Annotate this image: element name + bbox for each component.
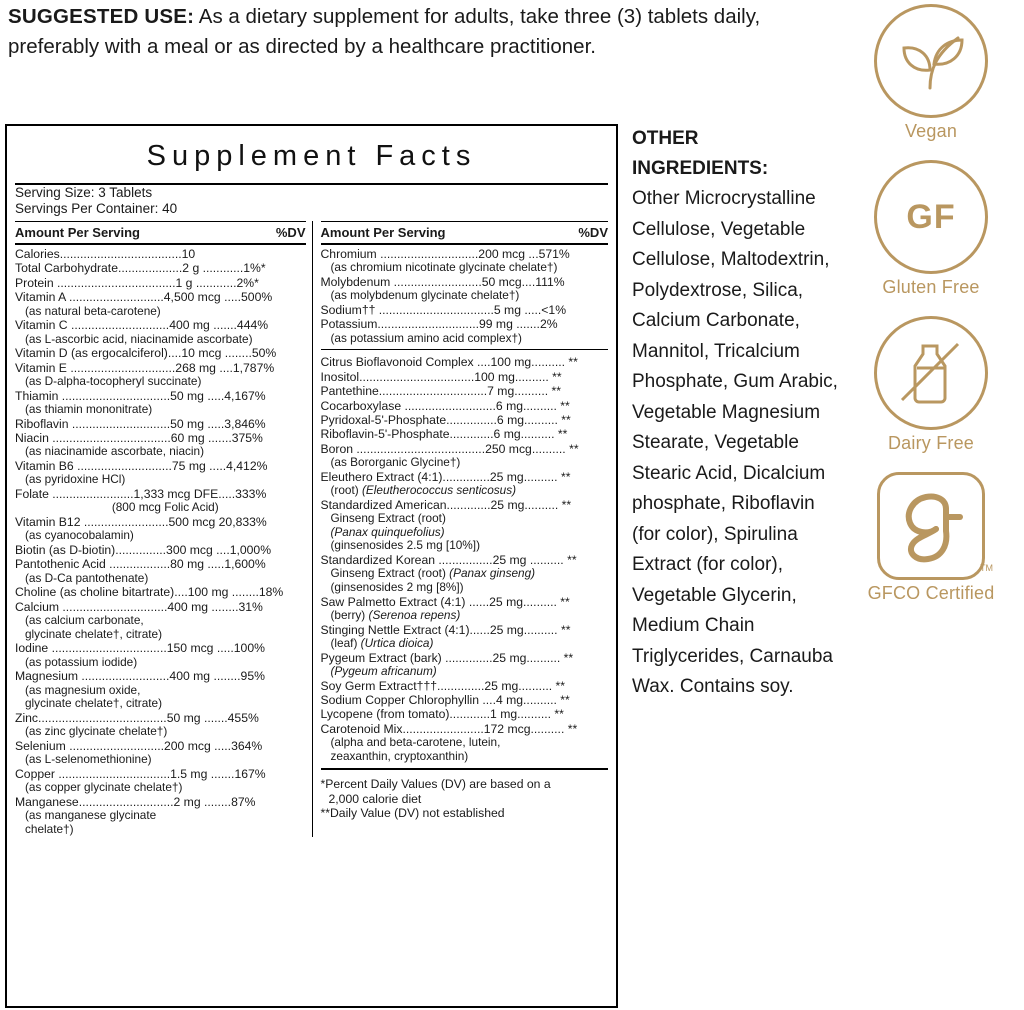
badge-caption: Dairy Free: [887, 433, 974, 453]
badge-gfco-certified: [838, 472, 1024, 604]
nutrient-row: Total Carbohydrate...................2 g ............1%*: [15, 261, 266, 276]
nutrient-row: Vitamin B12 .........................500 mcg 20,833%: [15, 515, 267, 530]
nutrient-row: Lycopene (from tomato)............1 mg.......... **: [320, 707, 564, 722]
nutrient-row: Iodine ..................................150 mcg .....100%: [15, 641, 265, 656]
nutrient-subrow: (Pygeum africanum): [330, 664, 437, 679]
nutrient-subrow: (root) (Eleutherococcus senticosus): [330, 483, 517, 498]
nutrient-row: Sodium Copper Chlorophyllin ....4 mg.......... **: [320, 693, 570, 708]
nutrient-row: Choline (as choline bitartrate)....100 mg ........18%: [15, 585, 284, 600]
nutrient-row: Sodium†† ..................................5 mg .....<1%: [320, 303, 567, 317]
nutrient-row: Biotin (as D-biotin)...............300 mcg ....1,000%: [15, 543, 272, 558]
nutrition-column-left: [15, 221, 312, 837]
nutrient-subrow: (as Bororganic Glycine†): [330, 455, 461, 470]
gfco-logo-icon: [894, 487, 968, 565]
serving-size: Serving Size: 3 Tablets: [15, 185, 153, 200]
gluten-free-badge-circle: [874, 160, 988, 274]
nutrient-list-right-botanicals: [321, 353, 609, 763]
amount-per-serving-header: Amount Per Serving: [15, 225, 140, 240]
nutrient-subrow: (as thiamin mononitrate): [25, 402, 153, 417]
nutrient-row: Thiamin ................................50 mg .....4,167%: [15, 388, 266, 403]
nutrient-subrow: (as potassium amino acid complex†): [330, 330, 522, 345]
nutrient-row: Stinging Nettle Extract (4:1)......25 mg.......... **: [320, 622, 571, 637]
nutrient-row: Copper .................................1.5 mg .......167%: [15, 767, 266, 782]
nutrient-subrow: (as potassium iodide): [25, 654, 138, 669]
nutrient-row: Standardized American.............25 mg.......... **: [320, 497, 572, 512]
nutrition-column-right: [312, 221, 609, 837]
nutrient-subrow: (as chromium nicotinate glycinate chelate†): [330, 260, 558, 275]
amount-per-serving-header: Amount Per Serving: [320, 225, 446, 240]
nutrient-subrow: zeaxanthin, cryptoxanthin): [330, 748, 469, 763]
suggested-use-label: SUGGESTED USE:: [8, 5, 195, 28]
nutrient-row: Cocarboxylase ...........................6 mg.......... **: [320, 398, 570, 413]
nutrient-subrow: (as magnesium oxide,: [25, 682, 141, 697]
nutrient-row: Eleuthero Extract (4:1)..............25 mg.......... **: [320, 469, 571, 484]
nutrient-subrow: (as pyridoxine HCl): [25, 472, 126, 487]
nutrient-row: Riboflavin-5'-Phosphate.............6 mg.......... **: [320, 427, 568, 442]
nutrient-row: Pantothenic Acid ..................80 mg .....1,600%: [15, 557, 266, 572]
nutrient-row: Inositol..................................100 mg.......... **: [320, 369, 562, 384]
dv-header: %DV: [275, 225, 306, 240]
supplement-facts-title: Supplement Facts: [146, 140, 477, 172]
nutrient-row: Vitamin B6 ............................75 mg .....4,412%: [15, 459, 268, 474]
dv-header: %DV: [578, 225, 608, 240]
nutrient-row: Pygeum Extract (bark) ..............25 mg.......... **: [320, 650, 574, 665]
nutrient-subrow: (as D-Ca pantothenate): [25, 570, 149, 585]
nutrient-subrow: (as L-ascorbic acid, niacinamide ascorbate): [25, 331, 253, 346]
footnote-line: **Daily Value (DV) not established: [320, 806, 505, 821]
nutrition-columns: [15, 221, 608, 837]
column-header-left: [15, 221, 306, 245]
nutrient-subrow: (as natural beta-carotene): [25, 303, 161, 318]
nutrient-row: Zinc......................................50 mg .......455%: [15, 711, 259, 726]
nutrient-row: Vitamin D (as ergocalciferol)....10 mcg ........50%: [15, 346, 277, 361]
nutrient-row: Niacin ...................................60 mg .......375%: [15, 431, 263, 446]
nutrient-row: Potassium..............................99 mg .......2%: [320, 317, 558, 332]
nutrient-subrow: (as manganese glycinate: [25, 808, 157, 823]
badge-caption: GFCO Certified: [867, 583, 995, 603]
nutrient-list-left: [15, 245, 306, 837]
supplement-facts-panel: [5, 124, 618, 1008]
nutrient-row: Riboflavin .............................50 mg .....3,846%: [15, 416, 266, 431]
nutrient-row: Magnesium ..........................400 mg ........95%: [15, 669, 265, 684]
no-dairy-bottle-icon: [892, 334, 970, 412]
other-ingredients-title-line1: OTHER: [632, 128, 699, 149]
nutrient-row: Folate ........................1,333 mcg DFE.....333%: [15, 487, 267, 502]
badge-vegan: [838, 4, 1024, 142]
nutrient-subrow: (ginsenosides 2.5 mg [10%]): [330, 538, 481, 553]
nutrient-row: Standardized Korean ................25 mg .......... **: [320, 553, 577, 568]
serving-info: [15, 185, 608, 217]
nutrient-row: Protein ...................................1 g ............2%*: [15, 275, 259, 290]
nutrient-subrow: (leaf) (Urtica dioica): [330, 636, 434, 651]
nutrient-row: Calcium ...............................400 mg ........31%: [15, 599, 263, 614]
nutrient-subrow: (as niacinamide ascorbate, niacin): [25, 444, 205, 459]
certification-badges: [838, 0, 1024, 603]
footnote-line: 2,000 calorie diet: [328, 791, 422, 806]
nutrient-list-right-minerals: [321, 245, 609, 345]
nutrient-subrow: chelate†): [25, 822, 74, 837]
nutrient-row: Manganese............................2 mg ........87%: [15, 795, 256, 810]
footnote-line: *Percent Daily Values (DV) are based on a: [320, 777, 551, 792]
gf-text-icon: GF: [906, 197, 956, 236]
nutrient-subrow: (800 mcg Folic Acid): [111, 500, 219, 515]
column-header-right: [321, 221, 609, 245]
nutrient-subrow: (as copper glycinate chelate†): [25, 780, 183, 795]
badge-caption: Vegan: [904, 121, 958, 141]
nutrient-subrow: (alpha and beta-carotene, lutein,: [330, 735, 501, 750]
leaf-icon: [896, 30, 966, 92]
other-ingredients-block: [632, 124, 847, 703]
nutrient-subrow: (as zinc glycinate chelate†): [25, 724, 168, 739]
footnotes: [321, 774, 609, 821]
nutrient-row: Vitamin E ...............................268 mg ....1,787%: [15, 360, 275, 375]
nutrient-subrow: Ginseng Extract (root): [330, 511, 446, 526]
nutrient-subrow: (as D-alpha-tocopheryl succinate): [25, 374, 202, 389]
nutrient-row: Boron ......................................250 mcg.......... **: [320, 441, 579, 456]
vegan-badge-circle: [874, 4, 988, 118]
nutrient-row: Saw Palmetto Extract (4:1) ......25 mg.......... **: [320, 594, 570, 609]
nutrient-row: Soy Germ Extract†††..............25 mg.......... **: [320, 678, 566, 693]
nutrient-row: Vitamin A ............................4,500 mcg .....500%: [15, 290, 273, 305]
other-ingredients-text: Other Microcrystalline Cellulose, Vegetable Cellulose, Maltodextrin, Polydextrose, Silica, Calcium Carbonate, Mannitol, Tricalcium Phosphate, Gum Arabic, Vegetable Magnesium Stearate, Vegetable Stearic Acid, Dicalcium phosphate, Riboflavin (for color), Spirulina Extract (for color), Vegetable Glycerin, Medium Chain Triglycerides, Carnauba Wax. Contains soy.: [632, 188, 838, 697]
nutrient-subrow: (ginsenosides 2 mg [8%]): [330, 580, 464, 595]
nutrient-subrow: glycinate chelate†, citrate): [25, 696, 163, 711]
nutrient-row: Carotenoid Mix........................172 mcg.......... **: [320, 721, 578, 736]
nutrient-row: Selenium ............................200 mcg .....364%: [15, 739, 263, 754]
nutrient-subrow: (as cyanocobalamin): [25, 528, 134, 543]
gfco-badge-box: [877, 472, 993, 580]
nutrient-row: Vitamin C .............................400 mg .......444%: [15, 318, 269, 333]
nutrient-row: Citrus Bioflavonoid Complex ....100 mg.......... **: [320, 355, 578, 370]
badge-dairy-free: [838, 316, 1024, 454]
nutrient-row: Calories....................................10: [15, 247, 196, 261]
nutrient-subrow: (Panax quinquefolius): [330, 524, 445, 539]
servings-per-container: Servings Per Container: 40: [15, 201, 178, 216]
nutrient-row: Pantethine................................7 mg.......... **: [320, 384, 561, 399]
nutrient-row: Molybdenum ..........................50 mcg....111%: [320, 275, 565, 289]
nutrient-subrow: glycinate chelate†, citrate): [25, 626, 163, 641]
trademark-icon: TM: [980, 563, 993, 573]
suggested-use-text: As a dietary supplement for adults, take three (3) tablets daily, preferably with a meal or as directed by a healthcare practitioner.: [8, 5, 761, 58]
suggested-use-block: [8, 2, 848, 62]
dairy-free-badge-circle: [874, 316, 988, 430]
badge-caption: Gluten Free: [882, 277, 980, 297]
nutrient-subrow: (as molybdenum glycinate chelate†): [330, 288, 520, 303]
badge-gluten-free: [838, 160, 1024, 298]
nutrient-row: Chromium .............................200 mcg ...571%: [320, 247, 570, 261]
nutrient-subrow: (as L-selenomethionine): [25, 752, 152, 767]
other-ingredients-title-line2: INGREDIENTS:: [632, 158, 769, 179]
nutrient-subrow: (berry) (Serenoa repens): [330, 608, 461, 623]
nutrient-subrow: (as calcium carbonate,: [25, 613, 144, 628]
nutrient-subrow: Ginseng Extract (root) (Panax ginseng): [330, 566, 536, 581]
nutrient-row: Pyridoxal-5'-Phosphate...............6 mg.......... **: [320, 413, 571, 428]
